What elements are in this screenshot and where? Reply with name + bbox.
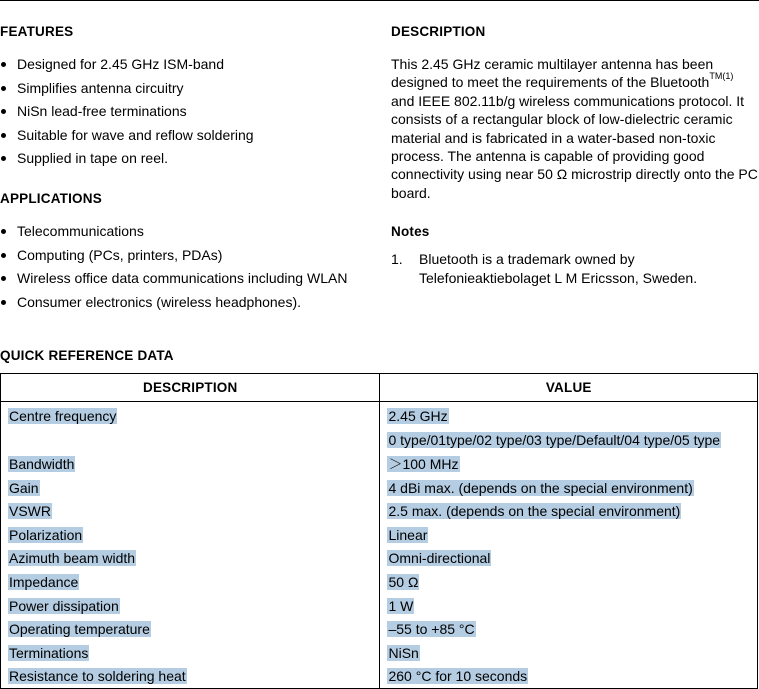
row-value-cell: –55 to +85 °C bbox=[380, 617, 758, 641]
list-item: Wireless office data communications including WLAN bbox=[0, 270, 380, 294]
table-row bbox=[1, 523, 758, 547]
table-row bbox=[1, 499, 758, 523]
row-label-cell: Azimuth beam width bbox=[1, 547, 380, 571]
notes-heading: Notes bbox=[391, 224, 430, 240]
row-value-cell: Linear bbox=[380, 523, 758, 547]
bullet-icon bbox=[1, 253, 6, 258]
column-header-value: VALUE bbox=[380, 374, 758, 402]
description-paragraph: This 2.45 GHz ceramic multilayer antenna has been designed to meet the requirements of the Bluetooth$^{TM(1)}$ and IEEE 802.11b/g wireless communications protocol. It consists of a rectangular block of low-dielectric ceramic material and is fabricated in a water-based non-toxic process. The antenna is capable of providing good connectivity using near 50 Ω microstrip directly onto the PC board. bbox=[391, 56, 758, 201]
features-list bbox=[0, 56, 380, 174]
row-value-cell: 2.45 GHz 0 type/01type/02 type/03 type/Default/04 type/05 type bbox=[380, 402, 758, 453]
table-row bbox=[1, 402, 758, 453]
list-item: Suitable for wave and reflow soldering bbox=[0, 127, 380, 151]
bullet-icon bbox=[1, 229, 6, 234]
table-row bbox=[1, 641, 758, 665]
row-label-cell: Bandwidth bbox=[1, 452, 380, 476]
features-heading: FEATURES bbox=[0, 24, 74, 39]
table-row bbox=[1, 665, 758, 689]
column-header-description: DESCRIPTION bbox=[1, 374, 380, 402]
quick-reference-table bbox=[0, 373, 758, 689]
table-row bbox=[1, 452, 758, 476]
row-label-cell: Operating temperature bbox=[1, 617, 380, 641]
bullet-icon bbox=[1, 156, 6, 161]
note-number: 1. bbox=[391, 251, 403, 268]
bullet-icon bbox=[1, 300, 6, 305]
row-label-cell: Polarization bbox=[1, 523, 380, 547]
row-value-cell: NiSn bbox=[380, 641, 758, 665]
list-item: Designed for 2.45 GHz ISM-band bbox=[0, 56, 380, 80]
list-item: Supplied in tape on reel. bbox=[0, 150, 380, 174]
top-rule bbox=[0, 0, 759, 1]
row-label-cell: VSWR bbox=[1, 499, 380, 523]
note-text: Bluetooth is a trademark owned by Telefonieaktiebolaget L M Ericsson, Sweden. bbox=[419, 251, 698, 287]
list-item: Simplifies antenna circuitry bbox=[0, 80, 380, 104]
table-row bbox=[1, 594, 758, 618]
description-heading: DESCRIPTION bbox=[391, 24, 486, 39]
list-item: Computing (PCs, printers, PDAs) bbox=[0, 247, 380, 271]
row-label-cell: Centre frequency bbox=[1, 402, 380, 453]
row-value-cell: 2.5 max. (depends on the special environment) bbox=[380, 499, 758, 523]
table-row bbox=[1, 570, 758, 594]
row-label-cell: Power dissipation bbox=[1, 594, 380, 618]
trademark-superscript: TM(1) bbox=[709, 71, 734, 82]
row-value-cell: 50 Ω bbox=[380, 570, 758, 594]
row-value-cell: ＞100 MHz bbox=[380, 452, 758, 476]
bullet-icon bbox=[1, 133, 6, 138]
quick-reference-heading: QUICK REFERENCE DATA bbox=[0, 348, 174, 363]
note-item bbox=[391, 250, 759, 288]
right-column bbox=[391, 24, 759, 288]
applications-heading: APPLICATIONS bbox=[0, 190, 102, 206]
row-label-cell: Resistance to soldering heat bbox=[1, 665, 380, 689]
list-item: NiSn lead-free terminations bbox=[0, 103, 380, 127]
row-label-cell: Gain bbox=[1, 476, 380, 500]
row-label-cell: Impedance bbox=[1, 570, 380, 594]
left-column bbox=[0, 24, 380, 317]
row-label-cell: Terminations bbox=[1, 641, 380, 665]
applications-list bbox=[0, 223, 380, 317]
bullet-icon bbox=[1, 62, 6, 67]
row-value-cell: Omni-directional bbox=[380, 547, 758, 571]
list-item: Telecommunications bbox=[0, 223, 380, 247]
row-value-cell: 4 dBi max. (depends on the special environment) bbox=[380, 476, 758, 500]
table-header-row bbox=[1, 374, 758, 402]
list-item: Consumer electronics (wireless headphones). bbox=[0, 294, 380, 318]
table-row bbox=[1, 617, 758, 641]
table-row bbox=[1, 476, 758, 500]
table-row bbox=[1, 547, 758, 571]
bullet-icon bbox=[1, 109, 6, 114]
row-value-cell: 260 °C for 10 seconds bbox=[380, 665, 758, 689]
row-value-cell: 1 W bbox=[380, 594, 758, 618]
bullet-icon bbox=[1, 86, 6, 91]
bullet-icon bbox=[1, 276, 6, 281]
